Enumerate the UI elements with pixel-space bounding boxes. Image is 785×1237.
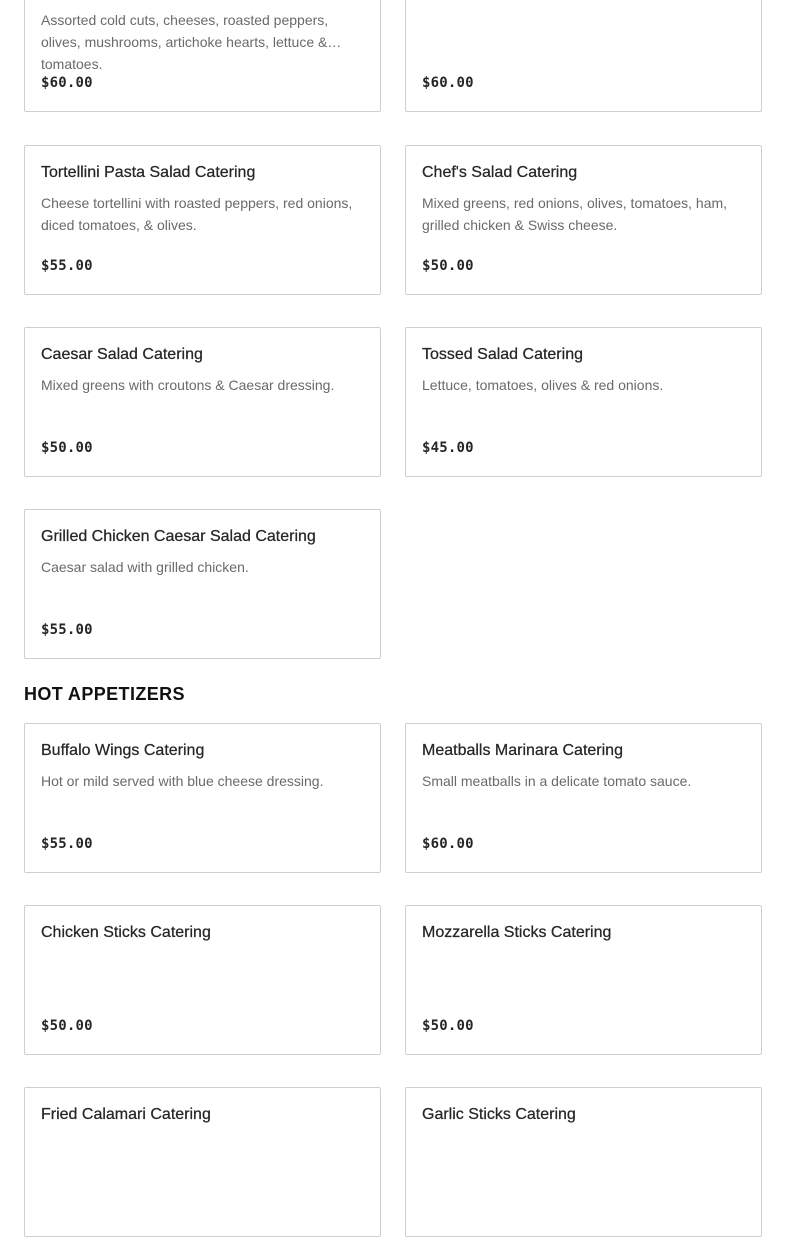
menu-item-title: Buffalo Wings Catering — [41, 742, 205, 759]
menu-item-title: Tortellini Pasta Salad Catering — [41, 164, 256, 181]
menu-item-title: Mozzarella Sticks Catering — [422, 924, 612, 941]
menu-item-description: Caesar salad with grilled chicken. — [41, 559, 249, 575]
menu-item-description: Mixed greens, red onions, olives, tomatoes, ham, grilled chicken & Swiss cheese. — [422, 195, 728, 233]
menu-item-card[interactable] — [24, 1087, 381, 1237]
menu-item-card[interactable] — [405, 145, 762, 295]
menu-item-price: $55.00 — [41, 622, 93, 638]
menu-item-card[interactable] — [405, 905, 762, 1055]
menu-item-title: Caesar Salad Catering — [41, 346, 203, 363]
menu-item-price: $50.00 — [41, 440, 93, 456]
menu-item-title: Garlic Sticks Catering — [422, 1106, 576, 1123]
menu-item-price: $50.00 — [422, 258, 474, 274]
menu-item-description: Small meatballs in a delicate tomato sauce. — [422, 773, 692, 789]
menu-item-title: Chicken Sticks Catering — [41, 924, 211, 941]
menu-item-price: $55.00 — [41, 258, 93, 274]
menu-item-price: $50.00 — [41, 1018, 93, 1034]
section-heading-hot-appetizers: HOT APPETIZERS — [24, 684, 185, 704]
menu-item-price: $60.00 — [422, 836, 474, 852]
menu-item-card[interactable] — [24, 723, 381, 873]
menu-item-title: Tossed Salad Catering — [422, 346, 583, 363]
menu-item-price: $60.00 — [422, 75, 474, 91]
menu-item-title: Grilled Chicken Caesar Salad Catering — [41, 528, 316, 545]
menu-item-card[interactable] — [405, 1087, 762, 1237]
menu-item-price: $50.00 — [422, 1018, 474, 1034]
menu-item-price: $55.00 — [41, 836, 93, 852]
menu-item-title: Fried Calamari Catering — [41, 1106, 211, 1123]
menu-item-description: Assorted cold cuts, cheeses, roasted peppers, olives, mushrooms, artichoke hearts, lettuce & tomatoes. — [41, 12, 329, 72]
menu-item-description: Lettuce, tomatoes, olives & red onions. — [422, 377, 664, 393]
menu-item-card[interactable] — [24, 0, 381, 112]
menu-item-card[interactable] — [24, 509, 381, 659]
menu-item-card[interactable] — [405, 327, 762, 477]
menu-item-description: Hot or mild served with blue cheese dressing. — [41, 773, 324, 789]
menu-item-card[interactable] — [405, 0, 762, 112]
menu-item-title: Chef's Salad Catering — [422, 164, 578, 181]
menu-item-description: Cheese tortellini with roasted peppers, red onions, diced tomatoes, & olives. — [41, 195, 353, 233]
menu-item-price: $45.00 — [422, 440, 474, 456]
menu-item-card[interactable] — [405, 723, 762, 873]
menu-item-card[interactable] — [24, 145, 381, 295]
menu-item-description: Mixed greens with croutons & Caesar dressing. — [41, 377, 335, 393]
menu-item-price: $60.00 — [41, 75, 93, 91]
menu-item-card[interactable] — [24, 327, 381, 477]
menu-item-title: Meatballs Marinara Catering — [422, 742, 623, 759]
menu-item-card[interactable] — [24, 905, 381, 1055]
